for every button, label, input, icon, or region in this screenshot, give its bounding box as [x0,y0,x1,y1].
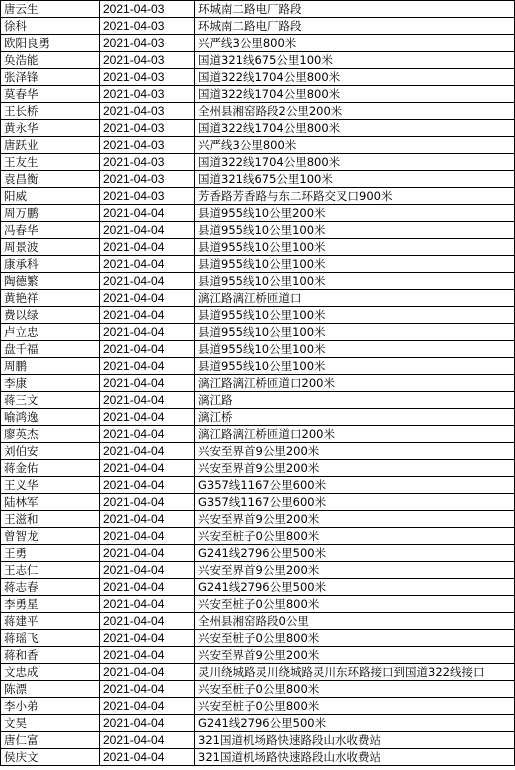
table-row [1,205,515,222]
location-cell: 兴安至桩子0公里800米 [195,596,515,613]
name-cell: 康承科 [1,256,100,273]
location-cell: 兴严线3公里800米 [195,35,515,52]
date-cell: 2021-04-04 [100,545,195,562]
date-cell: 2021-04-03 [100,137,195,154]
location-cell: 漓江路 [195,392,515,409]
table-row [1,222,515,239]
location-cell: G357线1167公里600米 [195,494,515,511]
location-cell: 全州县湘窑路段2公里200米 [195,103,515,120]
date-cell: 2021-04-04 [100,324,195,341]
table-row [1,681,515,698]
location-cell: 县道955线10公里100米 [195,273,515,290]
date-cell: 2021-04-04 [100,256,195,273]
table-row [1,562,515,579]
date-cell: 2021-04-04 [100,511,195,528]
table-row [1,1,515,18]
table-row [1,154,515,171]
name-cell: 侯庆文 [1,749,100,766]
name-cell: 王长桥 [1,103,100,120]
date-cell: 2021-04-04 [100,239,195,256]
name-cell: 冯春华 [1,222,100,239]
date-cell: 2021-04-04 [100,341,195,358]
table-row [1,596,515,613]
name-cell: 李小弟 [1,698,100,715]
name-cell: 周鹏 [1,358,100,375]
date-cell: 2021-04-04 [100,290,195,307]
table-row [1,273,515,290]
name-cell: 奂浩能 [1,52,100,69]
name-cell: 陈漂 [1,681,100,698]
table-row [1,528,515,545]
table-row [1,579,515,596]
name-cell: 袁昌衡 [1,171,100,188]
table-row [1,732,515,749]
location-cell: 321国道机场路快速路段山水收费站 [195,732,515,749]
table-row [1,86,515,103]
location-cell: 环城南二路电厂路段 [195,1,515,18]
location-cell: 国道322线1704公里800米 [195,69,515,86]
name-cell: 蒋瑶飞 [1,630,100,647]
table-row [1,120,515,137]
table-row [1,341,515,358]
name-cell: 卢立忠 [1,324,100,341]
name-cell: 陆林军 [1,494,100,511]
name-cell: 莫春华 [1,86,100,103]
table-row [1,239,515,256]
name-cell: 文昊 [1,715,100,732]
date-cell: 2021-04-04 [100,358,195,375]
location-cell: G357线1167公里600米 [195,477,515,494]
table-row [1,749,515,766]
date-cell: 2021-04-04 [100,630,195,647]
records-table-body [1,1,515,766]
table-row [1,647,515,664]
table-row [1,35,515,52]
date-cell: 2021-04-04 [100,596,195,613]
date-cell: 2021-04-04 [100,460,195,477]
date-cell: 2021-04-04 [100,613,195,630]
table-row [1,103,515,120]
table-row [1,52,515,69]
location-cell: 国道322线1704公里800米 [195,86,515,103]
date-cell: 2021-04-04 [100,392,195,409]
name-cell: 张泽锋 [1,69,100,86]
table-row [1,426,515,443]
date-cell: 2021-04-04 [100,273,195,290]
table-row [1,443,515,460]
location-cell: 国道322线1704公里800米 [195,120,515,137]
name-cell: 唐云生 [1,1,100,18]
date-cell: 2021-04-03 [100,52,195,69]
name-cell: 陶德繁 [1,273,100,290]
table-row [1,137,515,154]
table-row [1,307,515,324]
date-cell: 2021-04-03 [100,103,195,120]
date-cell: 2021-04-04 [100,409,195,426]
location-cell: 国道321线675公里100米 [195,52,515,69]
date-cell: 2021-04-04 [100,681,195,698]
table-row [1,18,515,35]
date-cell: 2021-04-04 [100,494,195,511]
name-cell: 唐仁富 [1,732,100,749]
location-cell: 兴严线3公里800米 [195,137,515,154]
table-row [1,545,515,562]
location-cell: 全州县湘窑路段0公里 [195,613,515,630]
name-cell: 喻鸿逸 [1,409,100,426]
date-cell: 2021-04-04 [100,715,195,732]
date-cell: 2021-04-04 [100,579,195,596]
location-cell: 国道321线675公里100米 [195,171,515,188]
date-cell: 2021-04-04 [100,426,195,443]
name-cell: 蒋三文 [1,392,100,409]
table-row [1,409,515,426]
date-cell: 2021-04-03 [100,188,195,205]
table-row [1,477,515,494]
location-cell: 环城南二路电厂路段 [195,18,515,35]
table-row [1,358,515,375]
location-cell: 兴安至界首9公里200米 [195,511,515,528]
table-row [1,375,515,392]
table-row [1,613,515,630]
date-cell: 2021-04-03 [100,1,195,18]
table-row [1,69,515,86]
table-row [1,290,515,307]
name-cell: 蒋建平 [1,613,100,630]
table-row [1,324,515,341]
name-cell: 黄艳祥 [1,290,100,307]
location-cell: 兴安至界首9公里200米 [195,460,515,477]
location-cell: 兴安至桩子0公里800米 [195,528,515,545]
name-cell: 王友生 [1,154,100,171]
date-cell: 2021-04-04 [100,443,195,460]
location-cell: 国道322线1704公里800米 [195,154,515,171]
name-cell: 费以绿 [1,307,100,324]
location-cell: 县道955线10公里100米 [195,239,515,256]
date-cell: 2021-04-03 [100,154,195,171]
location-cell: 兴安至桩子0公里800米 [195,698,515,715]
location-cell: 县道955线10公里100米 [195,222,515,239]
date-cell: 2021-04-04 [100,375,195,392]
name-cell: 王志仁 [1,562,100,579]
location-cell: 兴安至界首9公里200米 [195,647,515,664]
location-cell: G241线2796公里500米 [195,579,515,596]
date-cell: 2021-04-04 [100,205,195,222]
name-cell: 欧阳良勇 [1,35,100,52]
location-cell: 县道955线10公里100米 [195,358,515,375]
location-cell: 县道955线10公里100米 [195,324,515,341]
name-cell: 王勇 [1,545,100,562]
date-cell: 2021-04-04 [100,477,195,494]
name-cell: 李勇星 [1,596,100,613]
location-cell: 县道955线10公里200米 [195,205,515,222]
name-cell: 周景波 [1,239,100,256]
location-cell: G241线2796公里500米 [195,715,515,732]
table-row [1,392,515,409]
location-cell: 兴安至桩子0公里800米 [195,630,515,647]
date-cell: 2021-04-04 [100,647,195,664]
date-cell: 2021-04-03 [100,171,195,188]
date-cell: 2021-04-03 [100,86,195,103]
name-cell: 曾智龙 [1,528,100,545]
table-row [1,460,515,477]
name-cell: 廖英杰 [1,426,100,443]
location-cell: G241线2796公里500米 [195,545,515,562]
location-cell: 县道955线10公里100米 [195,307,515,324]
date-cell: 2021-04-04 [100,664,195,681]
name-cell: 刘伯安 [1,443,100,460]
location-cell: 县道955线10公里100米 [195,341,515,358]
table-row [1,188,515,205]
name-cell: 阳威 [1,188,100,205]
date-cell: 2021-04-04 [100,528,195,545]
date-cell: 2021-04-04 [100,698,195,715]
name-cell: 文忠成 [1,664,100,681]
location-cell: 漓江路漓江桥匝道口 [195,290,515,307]
table-row [1,494,515,511]
table-row [1,698,515,715]
table-row [1,630,515,647]
name-cell: 王滋和 [1,511,100,528]
location-cell: 灵川绕城路灵川绕城路灵川东环路接口到国道322线接口 [195,664,515,681]
date-cell: 2021-04-03 [100,18,195,35]
date-cell: 2021-04-03 [100,35,195,52]
table-row [1,171,515,188]
name-cell: 蒋志春 [1,579,100,596]
name-cell: 唐跃业 [1,137,100,154]
location-cell: 321国道机场路快速路段山水收费站 [195,749,515,766]
table-row [1,511,515,528]
table-row [1,664,515,681]
date-cell: 2021-04-04 [100,732,195,749]
location-cell: 县道955线10公里100米 [195,256,515,273]
date-cell: 2021-04-04 [100,562,195,579]
name-cell: 盘千福 [1,341,100,358]
name-cell: 王义华 [1,477,100,494]
location-cell: 兴安至桩子0公里800米 [195,681,515,698]
location-cell: 兴安至界首9公里200米 [195,443,515,460]
table-row [1,715,515,732]
date-cell: 2021-04-03 [100,69,195,86]
name-cell: 徐科 [1,18,100,35]
table-row [1,256,515,273]
location-cell: 漓江路漓江桥匝道口200米 [195,426,515,443]
name-cell: 黄永华 [1,120,100,137]
name-cell: 蒋金佑 [1,460,100,477]
date-cell: 2021-04-04 [100,307,195,324]
date-cell: 2021-04-04 [100,222,195,239]
location-cell: 芳香路芳香路与东二环路交叉口900米 [195,188,515,205]
date-cell: 2021-04-04 [100,749,195,766]
location-cell: 兴安至界首9公里200米 [195,562,515,579]
name-cell: 周万鹏 [1,205,100,222]
name-cell: 蒋和香 [1,647,100,664]
date-cell: 2021-04-03 [100,120,195,137]
location-cell: 漓江路漓江桥匝道口200米 [195,375,515,392]
location-cell: 漓江桥 [195,409,515,426]
name-cell: 李康 [1,375,100,392]
